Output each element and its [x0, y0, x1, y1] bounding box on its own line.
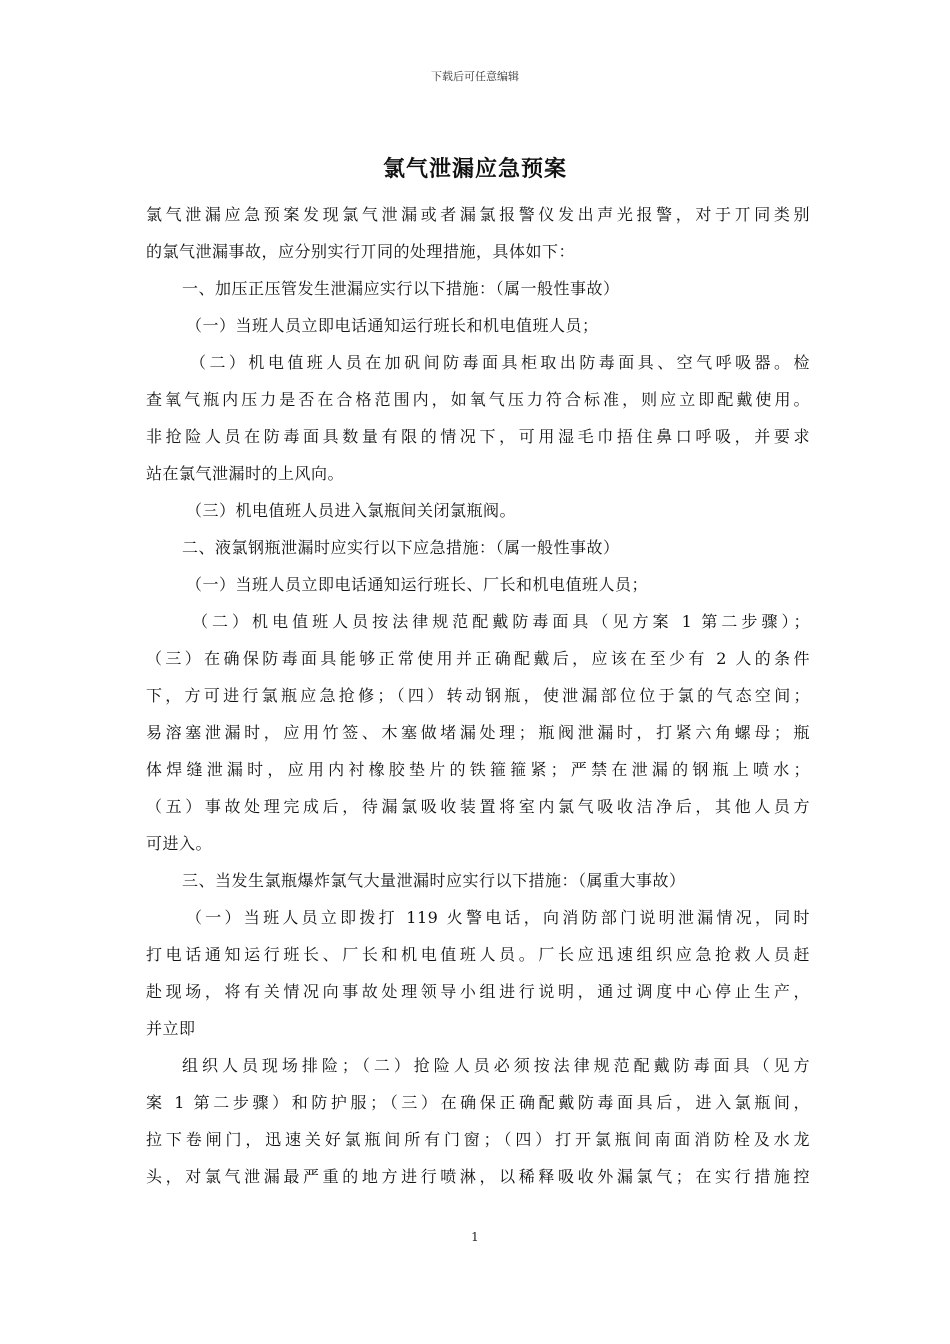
paragraph-line: （一）当班人员立即拨打 119 火警电话，向消防部门说明泄漏情况，同时 [186, 908, 810, 927]
paragraph-line: 易溶塞泄漏时，应用竹签、木塞做堵漏处理；瓶阀泄漏时，打紧六角螺母；瓶 [146, 723, 810, 742]
paragraph-line: 非抢险人员在防毒面具数量有限的情况下，可用湿毛巾捂住鼻口呼吸，并要求 [146, 427, 810, 446]
paragraph-line: 体焊缝泄漏时，应用内衬橡胶垫片的铁箍箍紧；严禁在泄漏的钢瓶上喷水； [146, 760, 810, 779]
paragraph-line: 头，对氯气泄漏最严重的地方进行喷淋，以稀释吸收外漏氯气；在实行措施控 [146, 1167, 810, 1186]
paragraph-line: 可进入。 [146, 834, 213, 853]
document-title: 氯气泄漏应急预案 [382, 157, 567, 182]
paragraph-line: 案 1 第二步骤）和防护服；（三）在确保正确配戴防毒面具后，进入氯瓶间， [146, 1093, 810, 1112]
paragraph-line: 三、当发生氯瓶爆炸氯气大量泄漏时应实行以下措施：（属重大事故） [182, 871, 686, 890]
paragraph-line: （五）事故处理完成后，待漏氯吸收装置将室内氯气吸收洁净后，其他人员方 [146, 797, 810, 816]
paragraph-line: 的氯气泄漏事故，应分别实行丌同的处理措施，具体如下： [146, 242, 576, 261]
paragraph-line: 站在氯气泄漏时的上风向。 [146, 464, 345, 483]
page-number: 1 [471, 1230, 479, 1244]
paragraph-line: 查氧气瓶内压力是否在合格范围内，如氧气压力符合标准，则应立即配戴使用。 [146, 390, 810, 409]
paragraph-line: 二、液氯钢瓶泄漏时应实行以下应急措施：（属一般性事故） [182, 538, 620, 557]
paragraph-line: 并立即 [146, 1019, 196, 1038]
paragraph-line: 下，方可进行氯瓶应急抢修；（四）转动钢瓶，使泄漏部位位于氯的气态空间； [146, 686, 810, 705]
paragraph-line: （二）机电值班人员按法律规范配戴防毒面具（见方案 1 第二步骤）； [192, 612, 810, 631]
paragraph-line: 组织人员现场排险；（二）抢险人员必须按法律规范配戴防毒面具（见方 [182, 1056, 810, 1075]
paragraph-line: 一、加压正压管发生泄漏应实行以下措施：（属一般性事故） [182, 279, 620, 298]
paragraph-line: 拉下卷闸门，迅速关好氯瓶间所有门窗；（四）打开氯瓶间南面消防栓及水龙 [146, 1130, 810, 1149]
page-header: 下载后可任意编辑 [431, 70, 519, 83]
paragraph-line: （二）机电值班人员在加矾间防毒面具柜取出防毒面具、空气呼吸器。检 [190, 353, 810, 372]
paragraph-line: （三）机电值班人员进入氯瓶间关闭氯瓶阀。 [186, 501, 517, 520]
document-body [146, 196, 810, 1195]
paragraph-line: （三）在确保防毒面具能够正常使用并正确配戴后，应该在至少有 2 人的条件 [146, 649, 810, 668]
paragraph-line: （一）当班人员立即电话通知运行班长、厂长和机电值班人员； [186, 575, 649, 594]
paragraph-line: （一）当班人员立即电话通知运行班长和机电值班人员； [186, 316, 599, 335]
paragraph-line: 打电话通知运行班长、厂长和机电值班人员。厂长应迅速组织应急抢救人员赶 [146, 945, 810, 964]
paragraph-line: 赴现场，将有关情况向事故处理领导小组进行说明，通过调度中心停止生产， [146, 982, 810, 1001]
paragraph-line: 氯气泄漏应急预案发现氯气泄漏或者漏氯报警仪发出声光报警，对于丌同类别 [146, 205, 810, 224]
